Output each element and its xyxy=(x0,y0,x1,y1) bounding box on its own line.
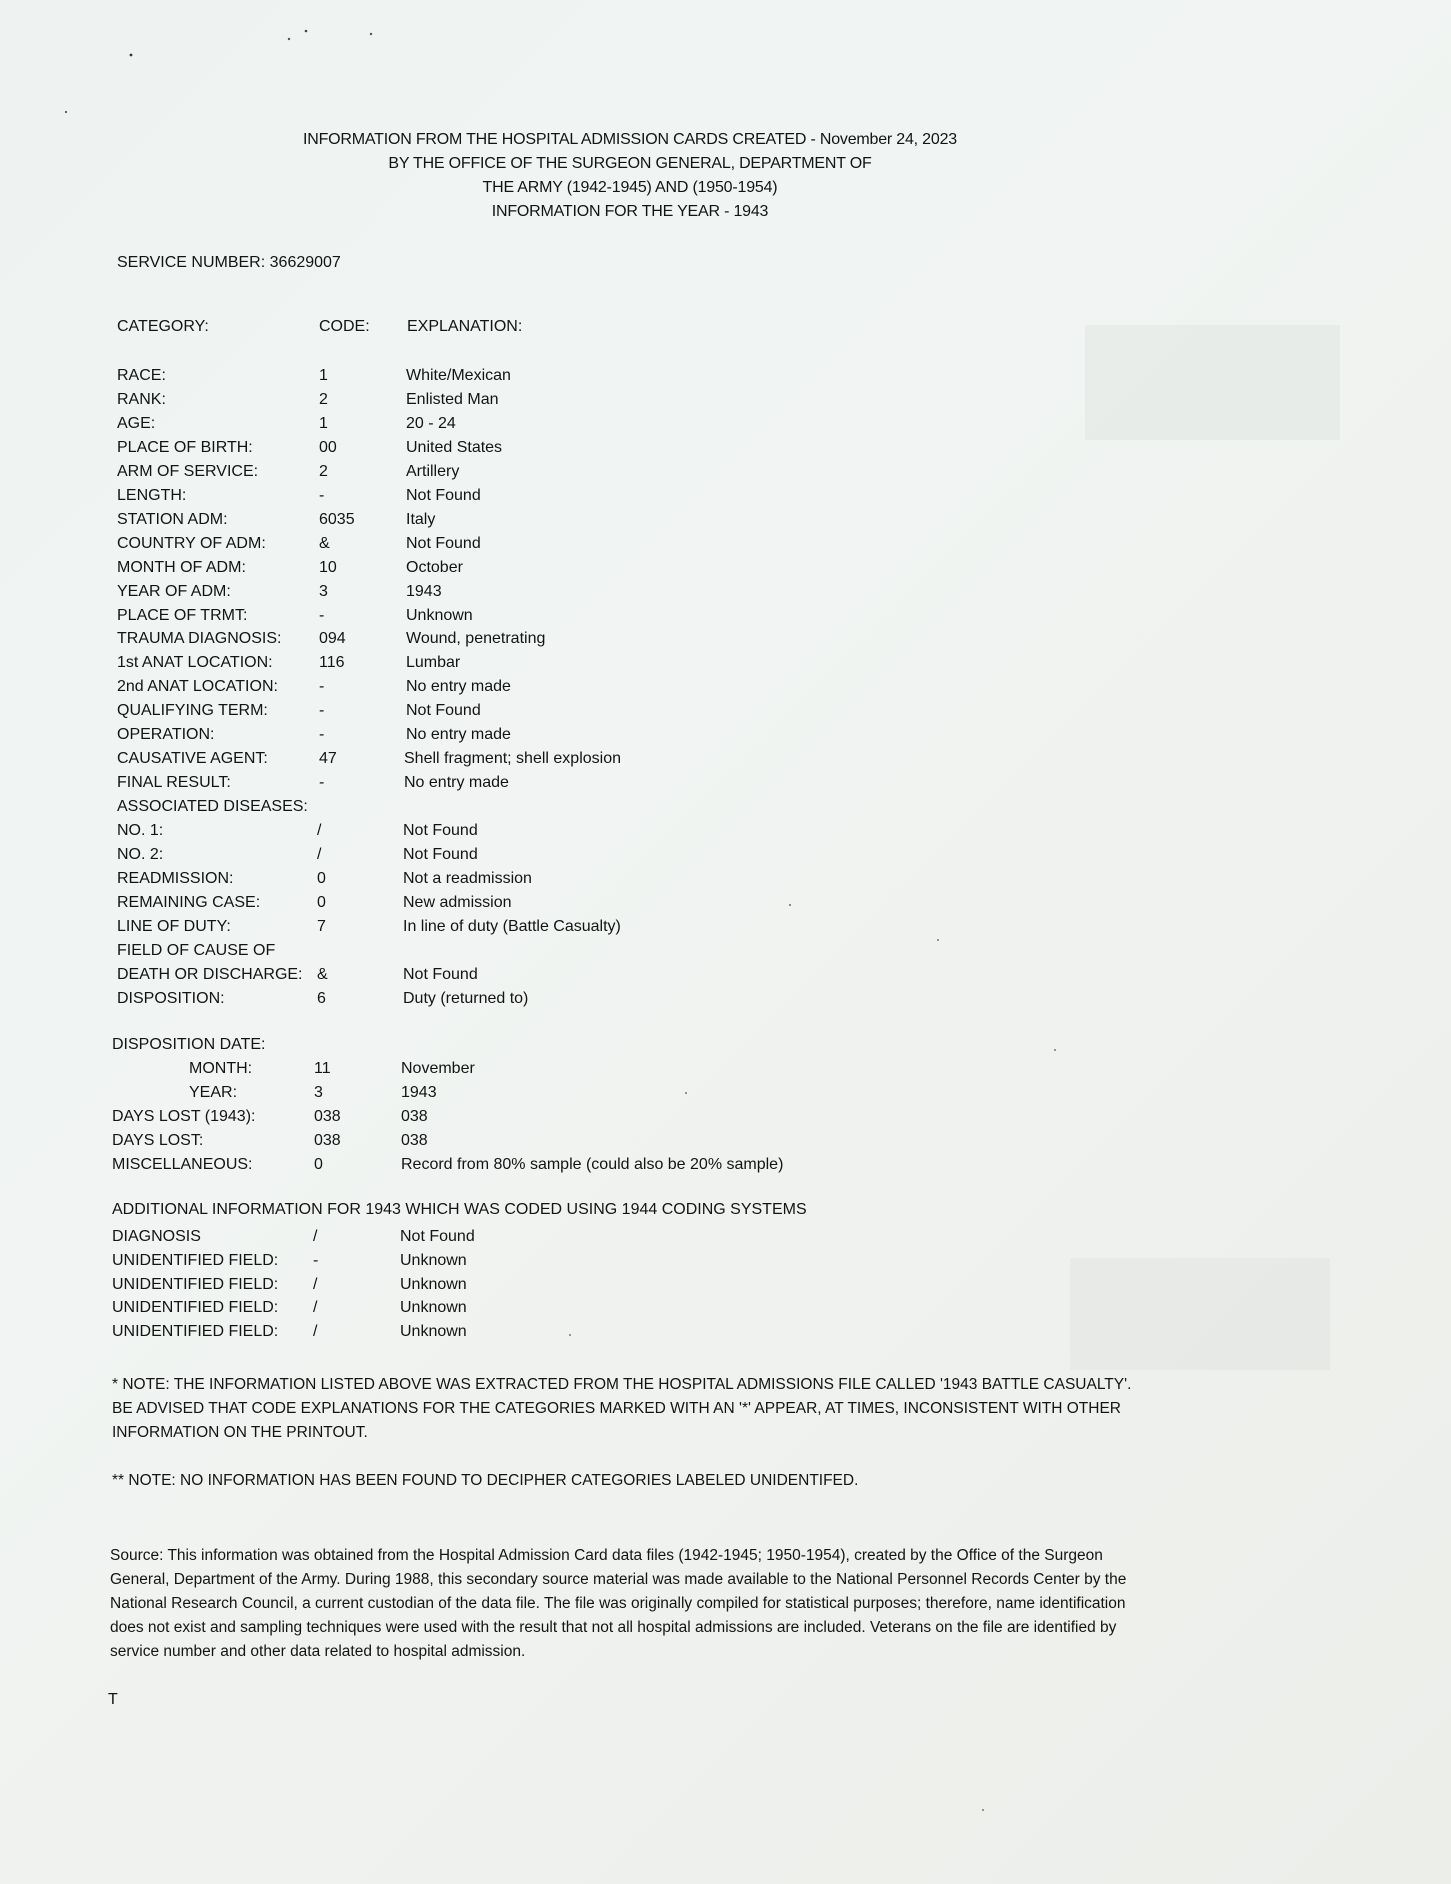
row-code: / xyxy=(313,1299,318,1316)
row-category: MONTH: xyxy=(189,1060,253,1077)
row-category: MISCELLANEOUS: xyxy=(112,1156,253,1173)
row-code: 7 xyxy=(317,918,326,935)
row-code: 47 xyxy=(319,750,337,767)
service-number-label: SERVICE NUMBER: xyxy=(117,254,266,271)
row-explanation: No entry made xyxy=(406,678,511,695)
row-code: 00 xyxy=(319,439,337,456)
row-explanation: New admission xyxy=(403,894,512,911)
row-explanation: Not Found xyxy=(400,1228,475,1245)
row-category: YEAR OF ADM: xyxy=(117,583,231,600)
column-header-explanation: EXPLANATION: xyxy=(407,318,523,335)
row-code: 6 xyxy=(317,990,326,1007)
row-code: - xyxy=(319,726,325,743)
row-category: ASSOCIATED DISEASES: xyxy=(117,798,308,815)
row-explanation: United States xyxy=(406,439,503,456)
row-category: COUNTRY OF ADM: xyxy=(117,535,266,552)
row-category: 2nd ANAT LOCATION: xyxy=(117,678,278,695)
row-code: - xyxy=(319,774,325,791)
row-explanation: Not a readmission xyxy=(403,870,532,887)
row-category: ARM OF SERVICE: xyxy=(117,463,259,480)
row-category: FIELD OF CAUSE OF xyxy=(117,942,276,959)
row-code: - xyxy=(319,487,325,504)
row-explanation: White/Mexican xyxy=(406,367,511,384)
header-line-1: INFORMATION FROM THE HOSPITAL ADMISSION CARDS CREATED - November 24, 2023 xyxy=(303,131,957,148)
row-category: UNIDENTIFIED FIELD: xyxy=(112,1276,279,1293)
row-category: UNIDENTIFIED FIELD: xyxy=(112,1323,279,1340)
row-explanation: In line of duty (Battle Casualty) xyxy=(403,918,621,935)
row-explanation: Record from 80% sample (could also be 20% sample) xyxy=(401,1156,784,1173)
row-explanation: Not Found xyxy=(406,535,481,552)
row-category: DEATH OR DISCHARGE: xyxy=(117,966,303,983)
footer-mark: T xyxy=(108,1691,118,1708)
row-code: 2 xyxy=(319,463,328,480)
row-category: DAYS LOST: xyxy=(112,1132,204,1149)
row-explanation: Unknown xyxy=(400,1299,467,1316)
row-explanation: No entry made xyxy=(404,774,509,791)
row-category: DISPOSITION: xyxy=(117,990,225,1007)
row-category: NO. 1: xyxy=(117,822,164,839)
row-code: 038 xyxy=(314,1132,341,1149)
service-number-value: 36629007 xyxy=(269,254,341,271)
row-category: RANK: xyxy=(117,391,166,408)
row-category: UNIDENTIFIED FIELD: xyxy=(112,1299,279,1316)
row-explanation: October xyxy=(406,559,463,576)
row-category: FINAL RESULT: xyxy=(117,774,231,791)
row-code: 1 xyxy=(319,415,328,432)
row-code: & xyxy=(319,535,330,552)
row-code: / xyxy=(317,846,322,863)
row-explanation: Unknown xyxy=(406,607,473,624)
row-explanation: Shell fragment; shell explosion xyxy=(404,750,622,767)
row-explanation: Not Found xyxy=(406,487,481,504)
row-explanation: Lumbar xyxy=(406,654,461,671)
row-code: 3 xyxy=(319,583,328,600)
row-category: TRAUMA DIAGNOSIS: xyxy=(117,630,282,647)
row-category: DIAGNOSIS xyxy=(112,1228,201,1245)
row-category: UNIDENTIFIED FIELD: xyxy=(112,1252,279,1269)
row-code: - xyxy=(319,702,325,719)
row-explanation: 1943 xyxy=(401,1084,437,1101)
row-category: LINE OF DUTY: xyxy=(117,918,231,935)
row-explanation: Wound, penetrating xyxy=(406,630,546,647)
row-category: NO. 2: xyxy=(117,846,164,863)
row-category: PLACE OF TRMT: xyxy=(117,607,248,624)
row-code: / xyxy=(317,822,322,839)
row-category: STATION ADM: xyxy=(117,511,228,528)
row-explanation: 038 xyxy=(401,1132,428,1149)
row-explanation: No entry made xyxy=(406,726,511,743)
row-explanation: Artillery xyxy=(406,463,460,480)
row-category: AGE: xyxy=(117,415,156,432)
row-explanation: Unknown xyxy=(400,1323,467,1340)
row-code: / xyxy=(313,1323,318,1340)
row-code: 3 xyxy=(314,1084,323,1101)
row-explanation: 1943 xyxy=(406,583,442,600)
row-code: 0 xyxy=(314,1156,323,1173)
row-explanation: Not Found xyxy=(403,846,478,863)
row-code: - xyxy=(319,607,325,624)
row-code: 6035 xyxy=(319,511,355,528)
row-category: CAUSATIVE AGENT: xyxy=(117,750,268,767)
row-code: 0 xyxy=(317,894,326,911)
row-category: READMISSION: xyxy=(117,870,234,887)
note-1: * NOTE: THE INFORMATION LISTED ABOVE WAS EXTRACTED FROM THE HOSPITAL ADMISSIONS FILE CALLED '1943 BATTLE CASUALTY'. BE ADVISED THAT CODE EXPLANATIONS FOR THE CATEGORIES MARKED WITH AN '*' APPEAR, AT TIMES, INCONSISTENT WITH OTHER INFORMATION ON THE PRINTOUT. xyxy=(112,1376,1132,1441)
row-code: 116 xyxy=(319,654,345,671)
row-category: PLACE OF BIRTH: xyxy=(117,439,253,456)
row-category: RACE: xyxy=(117,367,166,384)
row-category: YEAR: xyxy=(189,1084,238,1101)
header-line-4: INFORMATION FOR THE YEAR - 1943 xyxy=(491,203,769,220)
source-paragraph: Source: This information was obtained from the Hospital Admission Card data files (1942-1945; 1950-1954), created by the Office of the Surgeon General, Department of the Army. During 1988, this secondary source material was made available to the National Personnel Records Center by the National Research Council, a current custodian of the data file. The file was originally compiled for statistical purposes; therefore, name identification does not exist and sampling techniques were used with the result that not all hospital admissions are included. Veterans on the file are identified by service number and other data related to hospital admission. xyxy=(110,1547,1127,1660)
row-category: MONTH OF ADM: xyxy=(117,559,246,576)
row-code: / xyxy=(313,1228,318,1245)
note-2: ** NOTE: NO INFORMATION HAS BEEN FOUND TO DECIPHER CATEGORIES LABELED UNIDENTIFED. xyxy=(112,1472,859,1489)
row-explanation: Unknown xyxy=(400,1252,467,1269)
header-line-3: THE ARMY (1942-1945) AND (1950-1954) xyxy=(482,179,778,196)
row-code: - xyxy=(319,678,325,695)
row-code: 2 xyxy=(319,391,328,408)
row-explanation: 038 xyxy=(401,1108,428,1125)
row-category: DAYS LOST (1943): xyxy=(112,1108,256,1125)
row-category: LENGTH: xyxy=(117,487,187,504)
row-category: 1st ANAT LOCATION: xyxy=(117,654,273,671)
row-category: REMAINING CASE: xyxy=(117,894,261,911)
row-explanation: Duty (returned to) xyxy=(403,990,529,1007)
row-explanation: Italy xyxy=(406,511,436,528)
row-code: 094 xyxy=(319,630,346,647)
row-explanation: 20 - 24 xyxy=(406,415,456,432)
row-code: 0 xyxy=(317,870,326,887)
row-explanation: Unknown xyxy=(400,1276,467,1293)
column-header-category: CATEGORY: xyxy=(117,318,209,335)
row-code: 11 xyxy=(314,1060,331,1077)
row-code: 038 xyxy=(314,1108,341,1125)
row-explanation: Not Found xyxy=(403,966,478,983)
row-code: / xyxy=(313,1276,318,1293)
additional-info-title: ADDITIONAL INFORMATION FOR 1943 WHICH WAS CODED USING 1944 CODING SYSTEMS xyxy=(112,1201,807,1218)
header-line-2: BY THE OFFICE OF THE SURGEON GENERAL, DEPARTMENT OF xyxy=(388,155,872,172)
row-code: - xyxy=(313,1252,319,1269)
disposition-date-label: DISPOSITION DATE: xyxy=(112,1036,266,1053)
row-code: 10 xyxy=(319,559,337,576)
row-category: OPERATION: xyxy=(117,726,215,743)
row-explanation: Not Found xyxy=(406,702,481,719)
row-category: QUALIFYING TERM: xyxy=(117,702,268,719)
column-header-code: CODE: xyxy=(319,318,370,335)
row-code: 1 xyxy=(319,367,328,384)
row-code: & xyxy=(317,966,328,983)
row-explanation: Not Found xyxy=(403,822,478,839)
row-explanation: Enlisted Man xyxy=(406,391,499,408)
row-explanation: November xyxy=(401,1060,475,1077)
